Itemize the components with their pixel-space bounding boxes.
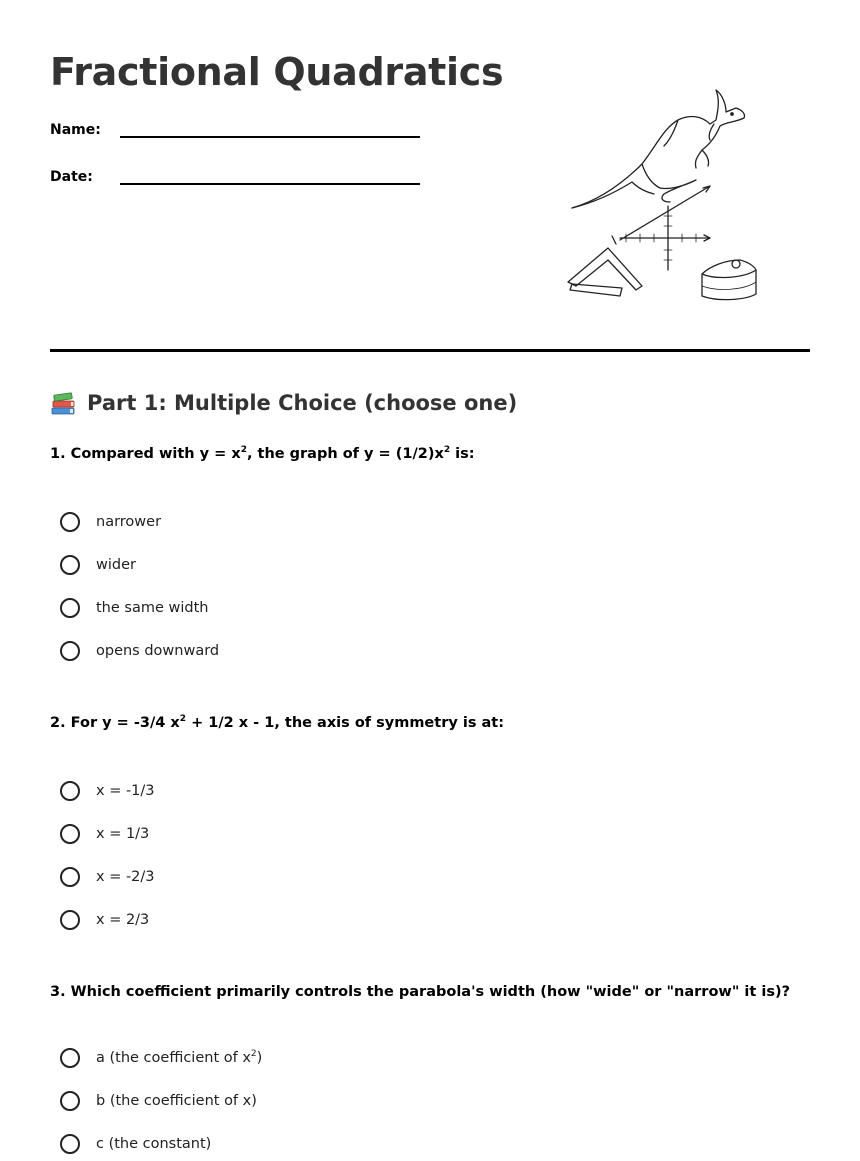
option-label: opens downward	[96, 643, 220, 659]
question-text: For y = -3/4 x	[70, 715, 180, 731]
name-line[interactable]	[120, 135, 420, 138]
radio-button[interactable]	[60, 867, 80, 887]
option-label: c (the constant)	[96, 1136, 212, 1152]
option-label: wider	[96, 557, 136, 573]
radio-button[interactable]	[60, 598, 80, 618]
question-text: Compared with y = x	[70, 446, 241, 462]
date-label: Date:	[50, 169, 93, 185]
name-field	[50, 122, 420, 138]
date-field	[50, 169, 420, 185]
question-text: Which coefficient primarily controls the parabola's width (how "wide" or "narrow" it is)?	[70, 984, 791, 1000]
question-number: 1.	[50, 446, 66, 462]
radio-button[interactable]	[60, 1134, 80, 1154]
option-1b[interactable]	[60, 555, 136, 575]
option-label: x = 1/3	[96, 826, 150, 842]
question-text: is:	[450, 446, 475, 462]
books-icon	[50, 390, 76, 416]
option-label: narrower	[96, 514, 162, 530]
radio-button[interactable]	[60, 641, 80, 661]
option-label: x = 2/3	[96, 912, 150, 928]
option-3a[interactable]	[60, 1048, 262, 1068]
radio-button[interactable]	[60, 1091, 80, 1111]
question-2: 2. For y = -3/4 $x^2 + 1/2$ x - 1, the axis of symmetry is at:	[50, 714, 505, 731]
radio-button[interactable]	[60, 1048, 80, 1068]
option-3b[interactable]	[60, 1091, 257, 1111]
option-2c[interactable]	[60, 867, 155, 887]
question-number: 2.	[50, 715, 66, 731]
option-2b[interactable]	[60, 824, 149, 844]
question-text: + 1/2 x - 1, the axis of symmetry is at:	[186, 715, 505, 731]
option-label	[96, 1050, 262, 1066]
option-label: x = -1/3	[96, 783, 155, 799]
option-1d[interactable]	[60, 641, 219, 661]
option-label: the same width	[96, 600, 209, 616]
date-line[interactable]	[120, 182, 420, 185]
radio-button[interactable]	[60, 910, 80, 930]
question-text: , the graph of y = (1/2)x	[246, 446, 444, 462]
option-2d[interactable]	[60, 910, 149, 930]
option-label: x = -2/3	[96, 869, 155, 885]
page-title: Fractional Quadratics	[50, 50, 504, 94]
section-divider	[50, 349, 810, 352]
radio-button[interactable]	[60, 512, 80, 532]
option-2a[interactable]	[60, 781, 155, 801]
kangaroo-illustration-icon	[560, 84, 760, 306]
part1-heading	[50, 390, 517, 416]
option-1a[interactable]	[60, 512, 161, 532]
option-text: a (the coefficient of x	[96, 1050, 251, 1066]
name-label: Name:	[50, 122, 101, 138]
question-number: 3.	[50, 984, 66, 1000]
question-3	[50, 984, 790, 1000]
option-label: b (the coefficient of x)	[96, 1093, 257, 1109]
question-1: 1. Compared with $y = x^2$, the graph of $y = (1/2)x^2$ is:	[50, 445, 475, 462]
option-superscript: 2	[250, 1049, 257, 1060]
radio-button[interactable]	[60, 824, 80, 844]
option-3c[interactable]	[60, 1134, 211, 1154]
radio-button[interactable]	[60, 781, 80, 801]
part1-heading-text: Part 1: Multiple Choice (choose one)	[87, 391, 518, 415]
option-text: )	[256, 1050, 263, 1066]
radio-button[interactable]	[60, 555, 80, 575]
option-1c[interactable]	[60, 598, 208, 618]
